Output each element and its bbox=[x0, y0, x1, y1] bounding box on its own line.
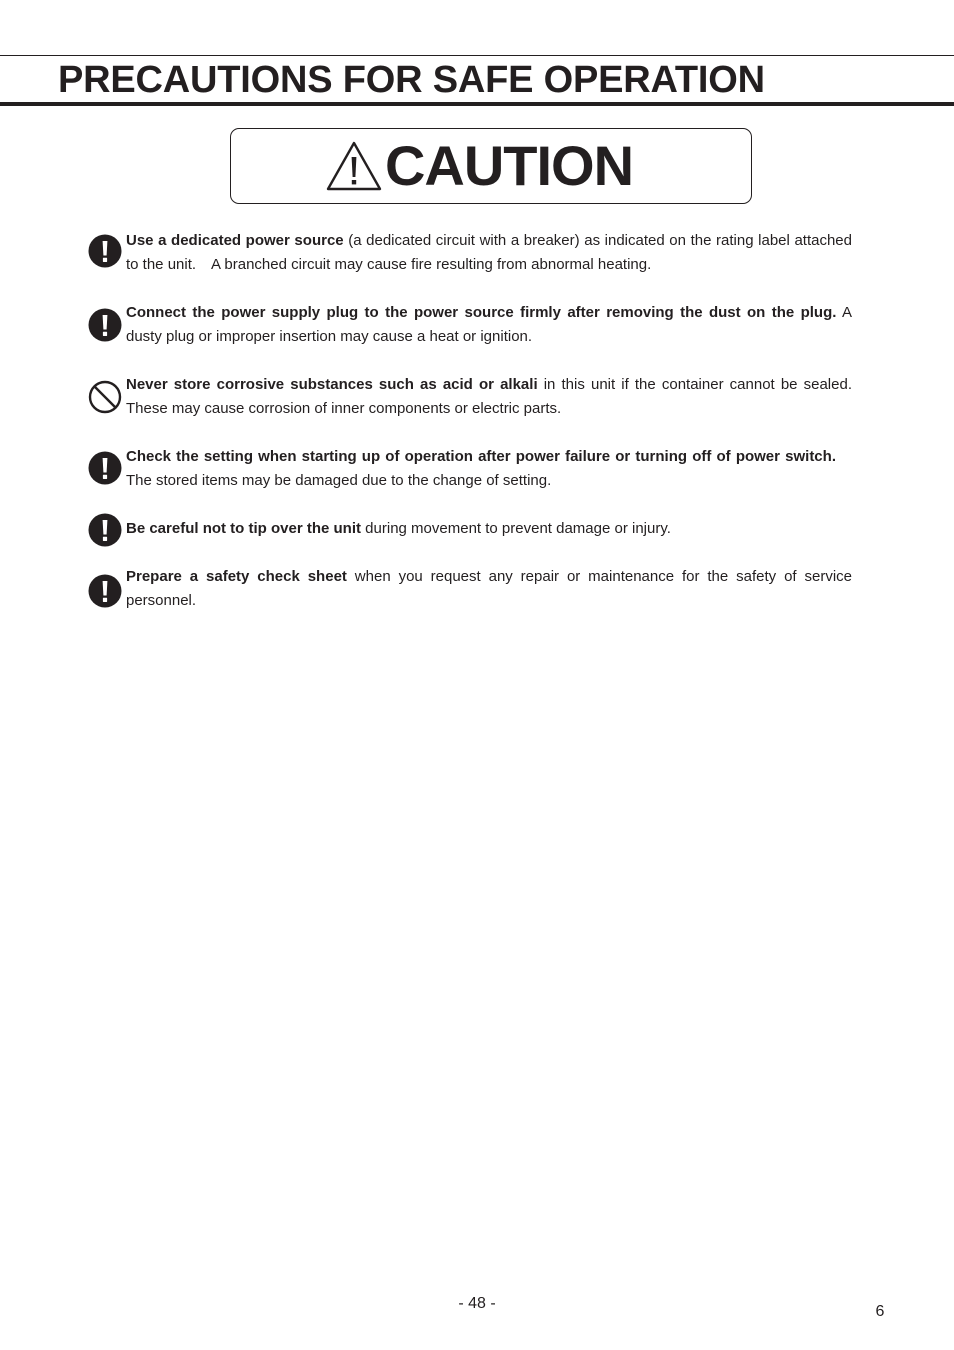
precaution-text bbox=[126, 301, 852, 349]
prohibition-icon bbox=[88, 380, 122, 414]
caution-banner bbox=[230, 128, 752, 204]
precaution-emphasis: Connect the power supply plug to the power source firmly after removing the dust on the plug. bbox=[126, 304, 837, 321]
precaution-detail: when you request any repair or maintenance for the safety of service personnel. bbox=[126, 568, 852, 609]
precaution-detail: A dusty plug or improper insertion may cause a heat or ignition. bbox=[126, 304, 852, 345]
caution-word: CAUTION bbox=[384, 134, 634, 197]
mandatory-action-icon bbox=[88, 308, 122, 342]
mandatory-action-icon bbox=[88, 513, 122, 547]
precaution-text bbox=[126, 565, 852, 613]
precaution-detail: in this unit if the container cannot be sealed. These may cause corrosion of inner components or electric parts. bbox=[126, 376, 868, 417]
precaution-text bbox=[126, 373, 868, 421]
page-title: PRECAUTIONS FOR SAFE OPERATION bbox=[58, 59, 765, 101]
precaution-detail: The stored items may be damaged due to the change of setting. bbox=[126, 448, 852, 489]
precaution-emphasis: Check the setting when starting up of operation after power failure or turning off of power switch. bbox=[126, 448, 836, 465]
warning-triangle-icon bbox=[325, 140, 383, 192]
precaution-detail: during movement to prevent damage or injury. bbox=[361, 520, 671, 537]
precaution-emphasis: Prepare a safety check sheet bbox=[126, 568, 347, 585]
section-page-number: 6 bbox=[875, 1303, 885, 1320]
header-top-rule bbox=[0, 55, 954, 56]
precaution-emphasis: Never store corrosive substances such as acid or alkali bbox=[126, 376, 538, 393]
precaution-text bbox=[126, 445, 852, 493]
mandatory-action-icon bbox=[88, 574, 122, 608]
precaution-text bbox=[126, 229, 852, 277]
header-bottom-rule bbox=[0, 102, 954, 106]
precaution-text bbox=[126, 517, 852, 541]
page-number: - 48 - bbox=[458, 1295, 496, 1312]
mandatory-action-icon bbox=[88, 234, 122, 268]
precaution-emphasis: Be careful not to tip over the unit bbox=[126, 520, 362, 537]
precaution-emphasis: Use a dedicated power source bbox=[126, 232, 344, 249]
precaution-detail: (a dedicated circuit with a breaker) as indicated on the rating label attached to the unit. A branched circuit may cause fire resulting from abnormal heating. bbox=[126, 232, 852, 273]
mandatory-action-icon bbox=[88, 451, 122, 485]
caution-banner-content bbox=[325, 136, 633, 196]
